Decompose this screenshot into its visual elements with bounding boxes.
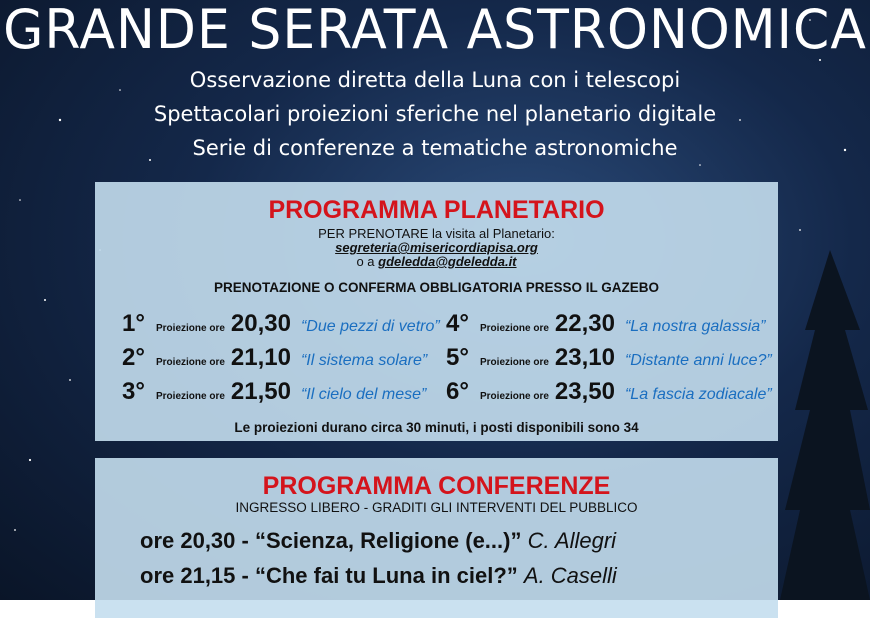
projection-row-5 xyxy=(446,344,772,372)
projection-time: 23,10 xyxy=(554,344,615,371)
projection-number: 1° xyxy=(122,310,145,337)
talk-row-2 xyxy=(140,563,617,589)
talk-title: “Scienza, Religione (e...)” xyxy=(254,528,522,553)
projection-time: 20,30 xyxy=(230,310,291,337)
subtitle-line-2: Spettacolari proiezioni sferiche nel planetario digitale xyxy=(153,102,717,126)
projection-title: “Due pezzi di vetro” xyxy=(300,318,440,335)
projection-time: 23,50 xyxy=(554,378,615,405)
projection-title: “La nostra galassia” xyxy=(624,318,766,335)
projection-footer: Le proiezioni durano circa 30 minuti, i posti disponibili sono 34 xyxy=(234,420,639,435)
talk-speaker: C. Allegri xyxy=(527,528,617,553)
page-title: GRANDE SERATA ASTRONOMICA xyxy=(3,0,867,62)
talk-time: ore 20,30 - xyxy=(140,528,249,553)
projection-time: 21,10 xyxy=(230,344,291,371)
projection-row-3 xyxy=(122,378,426,406)
projection-label: Proiezione ore xyxy=(156,323,225,334)
conferenze-title: PROGRAMMA CONFERENZE xyxy=(262,472,611,500)
projection-number: 4° xyxy=(446,310,469,337)
or-text: o a xyxy=(356,254,375,269)
projection-row-1 xyxy=(122,310,440,338)
email-link-2[interactable]: gdeledda@gdeledda.it xyxy=(378,254,517,269)
talk-time: ore 21,15 - xyxy=(140,563,249,588)
projection-label: Proiezione ore xyxy=(480,391,549,402)
projection-time: 22,30 xyxy=(554,310,615,337)
mandatory-notice: PRENOTAZIONE O CONFERMA OBBLIGATORIA PRESSO IL GAZEBO xyxy=(213,280,660,295)
projection-title: “Il cielo del mese” xyxy=(300,386,427,403)
projection-label: Proiezione ore xyxy=(480,323,549,334)
projection-number: 5° xyxy=(446,344,469,371)
conferenze-subtitle: INGRESSO LIBERO - GRADITI GLI INTERVENTI DEL PUBBLICO xyxy=(235,500,638,515)
talk-title: “Che fai tu Luna in ciel?” xyxy=(254,563,518,588)
planetario-title: PROGRAMMA PLANETARIO xyxy=(268,196,605,224)
booking-text: PER PRENOTARE la visita al Planetario: xyxy=(318,226,555,241)
projection-title: “La fascia zodiacale” xyxy=(624,386,772,403)
projection-label: Proiezione ore xyxy=(156,391,225,402)
projection-number: 6° xyxy=(446,378,469,405)
projection-row-4 xyxy=(446,310,765,338)
projection-number: 3° xyxy=(122,378,145,405)
projection-label: Proiezione ore xyxy=(480,357,549,368)
subtitle-line-3: Serie di conferenze a tematiche astronomiche xyxy=(192,136,678,160)
projection-row-6 xyxy=(446,378,772,406)
projection-title: “Distante anni luce?” xyxy=(624,352,772,369)
email-link-1[interactable]: segreteria@misericordiapisa.org xyxy=(335,240,538,255)
talk-speaker: A. Caselli xyxy=(523,563,617,588)
projection-row-2 xyxy=(122,344,427,372)
subtitle-line-1: Osservazione diretta della Luna con i telescopi xyxy=(189,68,681,92)
projection-time: 21,50 xyxy=(230,378,291,405)
talk-row-1 xyxy=(140,528,616,554)
projection-number: 2° xyxy=(122,344,145,371)
projection-title: “Il sistema solare” xyxy=(300,352,428,369)
projection-label: Proiezione ore xyxy=(156,357,225,368)
planetario-panel xyxy=(95,182,778,441)
